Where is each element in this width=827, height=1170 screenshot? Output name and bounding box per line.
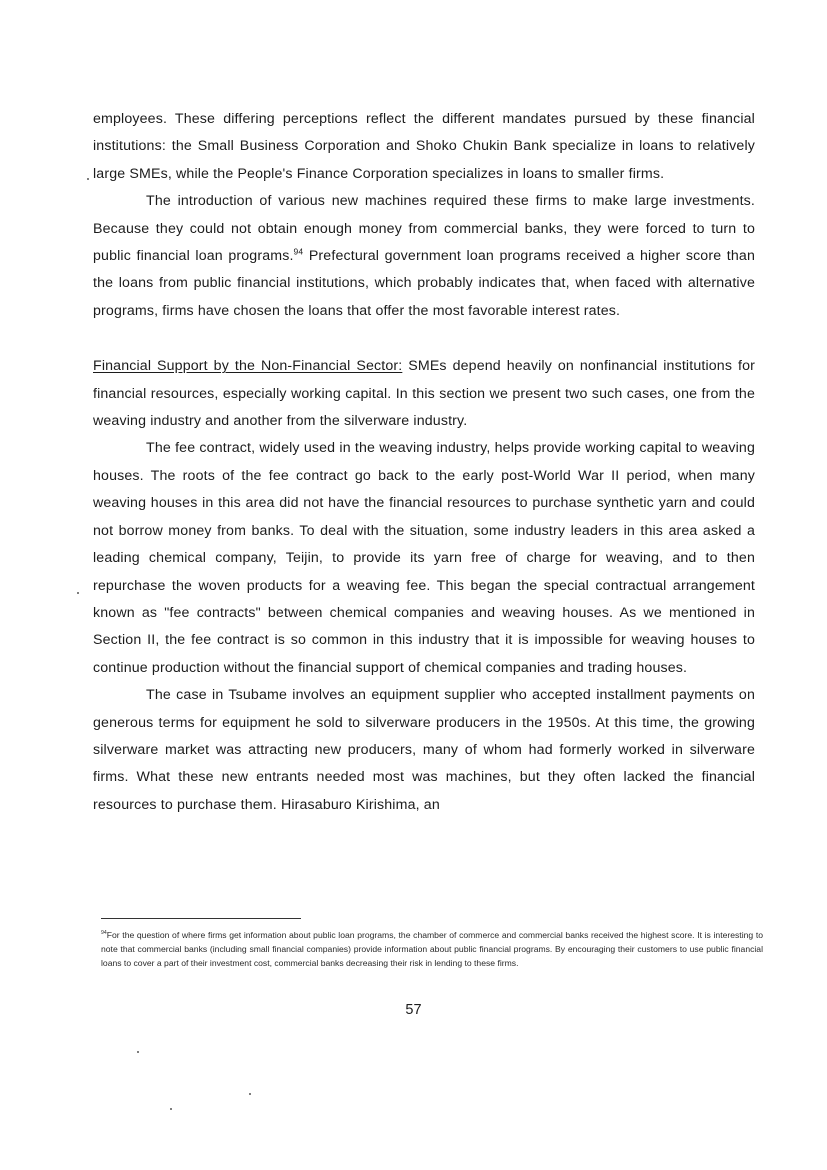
scan-speck <box>170 1108 172 1110</box>
paragraph-tsubame: The case in Tsubame involves an equipment supplier who accepted installment payments on generous terms for equipment he sold to silverware producers in the 1950s. At this time, the growing silverware market was attracting new producers, many of whom had formerly worked in silverware firms. What these new entrants needed most was machines, but they often lacked the financial resources to purchase them. Hirasaburo Kirishima, an <box>93 687 755 813</box>
paragraph-machines-text-a: The introduction of various new machines required these firms to make large investments. Because they could not obtain enough money from commercial banks, they were forced to turn to public financial loan programs. <box>93 193 755 265</box>
footnote <box>101 928 763 971</box>
paragraph-continuation: employees. These differing perceptions reflect the different mandates pursued by these financial institutions: the Small Business Corporation and Shoko Chukin Bank specialize in loans to relatively large SMEs, while the People's Finance Corporation specializes in loans to smaller firms. <box>93 111 755 182</box>
paragraph-machines-text-b: Prefectural government loan programs received a higher score than the loans from public financial institutions, which probably indicates that, when faced with alternative programs, firms have chosen the loans that offer the most favorable interest rates. <box>93 248 755 319</box>
paragraph-nonfinancial <box>93 353 755 435</box>
section-gap <box>93 325 755 353</box>
section-heading: Financial Support by the Non-Financial Sector: <box>93 358 403 375</box>
scan-speck <box>249 1093 251 1095</box>
scan-speck <box>137 1051 139 1053</box>
footnote-divider <box>101 918 301 919</box>
paragraph-fee-contract: The fee contract, widely used in the weaving industry, helps provide working capital to weaving houses. The roots of the fee contract go back to the early post-World War II period, when many weaving houses in this area did not have the financial resources to purchase synthetic yarn and could not borrow money from banks. To deal with the situation, some industry leaders in this area asked a leading chemical company, Teijin, to provide its yarn free of charge for weaving, and to then repurchase the woven products for a weaving fee. This began the special contractual arrangement known as "fee contracts" between chemical companies and weaving houses. As we mentioned in Section II, the fee contract is so common in this industry that it is impossible for weaving houses to continue production without the financial support of chemical companies and trading houses. <box>93 440 755 676</box>
footnote-text: For the question of where firms get information about public loan programs, the chamber of commerce and commercial banks received the highest score. It is interesting to note that commercial banks (including small financial companies) provide information about public financial programs. By encouraging their customers to use public financial loans to cover a part of their investment cost, commercial banks decreasing their risk in lending to these firms. <box>101 930 763 969</box>
paragraph-machines <box>93 188 755 325</box>
page-number: 57 <box>405 1002 422 1018</box>
main-text <box>93 106 755 819</box>
paragraph-nonfinancial-text: SMEs depend heavily on nonfinancial institutions for financial resources, especially working capital. In this section we present two such cases, one from the weaving industry and another from the silverware industry. <box>93 358 755 430</box>
footnote-reference: 94 <box>293 246 304 257</box>
footnote-marker: 94 <box>101 930 107 937</box>
scan-speck <box>77 592 79 594</box>
scan-speck <box>87 178 89 180</box>
